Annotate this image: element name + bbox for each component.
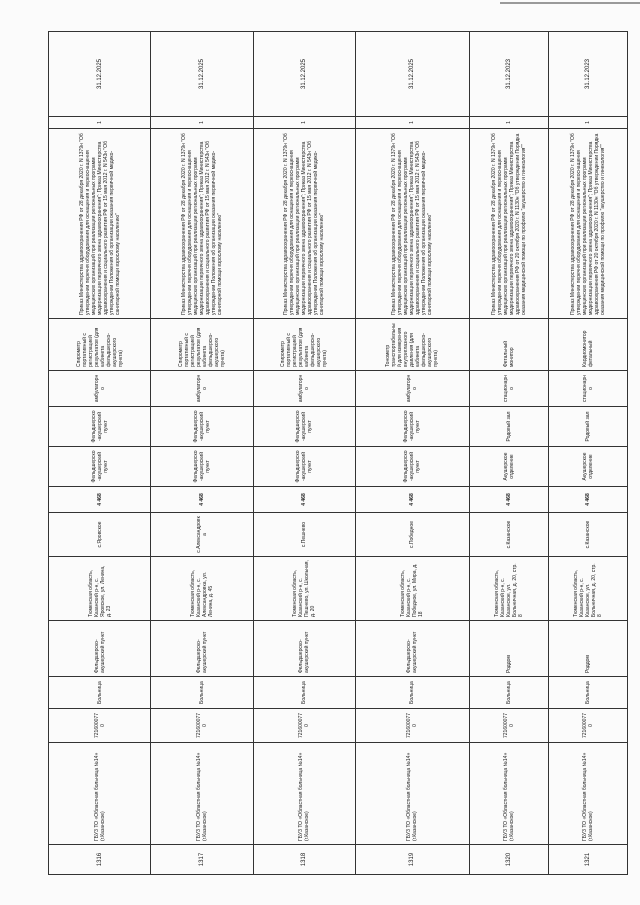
deadline-cell: 31.12.2023 (548, 32, 627, 117)
org-type-cell: Больница (49, 677, 151, 709)
address-cell: Тюменская область, Казанский р-н, с. Пешнево, ул. Школьная, д. 20 (253, 557, 355, 621)
inn-cell: 7216000770 (355, 709, 469, 743)
quantity-cell: 1 (253, 117, 355, 129)
equipment-cell: Тонометр транспортабельный для измерения внутриглазного давления (для кабинета фельдшерско-акушерского пункта) (355, 319, 469, 371)
unit-cell: Фельдшерско-акушерский пункт (253, 621, 355, 677)
inn-cell: 7216000770 (469, 709, 548, 743)
deadline-cell: 31.12.2023 (469, 32, 548, 117)
row-number: 1318 (253, 845, 355, 875)
unit-cell: Фельдшерско-акушерский пункт (151, 621, 253, 677)
quantity-cell: 1 (469, 117, 548, 129)
equipment-table (48, 31, 628, 875)
row-number: 1321 (548, 845, 627, 875)
row-number: 1316 (49, 845, 151, 875)
table-row (548, 32, 627, 875)
address-cell: Тюменская область, Казанский р-н, с. Яровское, ул. Ленина, д. 23 (49, 557, 151, 621)
regulation-cell: Приказ Министерства здравоохранения РФ от 28 декабря 2020 г. N 1379н "Об утверждении перечня оборудования для оснащения и переоснащения медицинских организаций при реализации региональных программ модернизации первичного звена здравоохранения"; Приказ Министерства здравоохранения и социального развития РФ от 15 мая 2012 г. N 543н "Об утверждении Положения об организации оказания первичной медико-санитарной помощи взрослому населению" (49, 129, 151, 319)
department-cell: Фельдшерско-акушерский пункт (253, 447, 355, 487)
room-cell: Родовый зал (469, 407, 548, 447)
care-condition-cell: стационарно (469, 371, 548, 407)
department-cell: Акушерское отделение (548, 447, 627, 487)
room-cell: Фельдшерско-акушерский пункт (151, 407, 253, 447)
care-condition-cell: амбулаторно (151, 371, 253, 407)
unit-cell: Роддом (548, 621, 627, 677)
population-cell: 4 468 (49, 487, 151, 513)
equipment-cell: Спирометр портативный с регистрацией результатов (для кабинета фельдшерско-акушерского пункта) (49, 319, 151, 371)
equipment-cell: Кардиомонитор фетальный (548, 319, 627, 371)
population-cell: 4 468 (469, 487, 548, 513)
care-condition-cell: амбулаторно (253, 371, 355, 407)
address-cell: Тюменская область, Казанский р-н, с. Победное, ул. Мира, д. 18 (355, 557, 469, 621)
room-cell: Фельдшерско-акушерский пункт (49, 407, 151, 447)
population-cell: 4 468 (355, 487, 469, 513)
org-type-cell: Больница (548, 677, 627, 709)
inn-cell: 7216000770 (151, 709, 253, 743)
deadline-cell: 31.12.2025 (151, 32, 253, 117)
population-cell: 4 468 (548, 487, 627, 513)
inn-cell: 7216000770 (49, 709, 151, 743)
locality-cell: с.Казанское (548, 513, 627, 557)
regulation-cell: Приказ Министерства здравоохранения РФ от 28 декабря 2020 г. N 1379н "Об утверждении перечня оборудования для оснащения и переоснащения медицинских организаций при реализации региональных программ модернизации первичного звена здравоохранения"; Приказ Министерства здравоохранения РФ от 20 октября 2020 г. N 1130н "Об утверждении Порядка оказания медицинской помощи по профилю "акушерство и гинекология"" (469, 129, 548, 319)
org-type-cell: Больница (151, 677, 253, 709)
equipment-cell: Спирометр портативный с регистрацией результатов (для кабинета фельдшерско-акушерского пункта) (253, 319, 355, 371)
org-type-cell: Больница (469, 677, 548, 709)
row-number: 1317 (151, 845, 253, 875)
organization-cell: ГБУЗ ТО «Областная больница №14» (г.Казанское) (151, 743, 253, 845)
inn-cell: 7216000770 (548, 709, 627, 743)
address-cell: Тюменская область, Казанский р-н, с. Александровка, ул. Ленина, д. 45 (151, 557, 253, 621)
department-cell: Фельдшерско-акушерский пункт (151, 447, 253, 487)
room-cell: Фельдшерско-акушерский пункт (253, 407, 355, 447)
care-condition-cell: амбулаторно (355, 371, 469, 407)
unit-cell: Роддом (469, 621, 548, 677)
inn-cell: 7216000770 (253, 709, 355, 743)
regulation-cell: Приказ Министерства здравоохранения РФ от 28 декабря 2020 г. N 1379н "Об утверждении перечня оборудования для оснащения и переоснащения медицинских организаций при реализации региональных программ модернизации первичного звена здравоохранения"; Приказ Министерства здравоохранения и социального развития РФ от 15 мая 2012 г. N 543н "Об утверждении Положения об организации оказания первичной медико-санитарной помощи взрослому населению" (151, 129, 253, 319)
table-row (253, 32, 355, 875)
address-cell: Тюменская область, Казанский р-н, с. Казанское, ул. Больничная, д. 20, стр. 8 (469, 557, 548, 621)
population-cell: 4 468 (253, 487, 355, 513)
department-cell: Фельдшерско-акушерский пункт (355, 447, 469, 487)
quantity-cell: 1 (548, 117, 627, 129)
table-row (151, 32, 253, 875)
locality-cell: с.Казанское (469, 513, 548, 557)
locality-cell: с.Победное (355, 513, 469, 557)
population-cell: 4 468 (151, 487, 253, 513)
equipment-cell: Спирометр портативный с регистрацией результатов (для кабинета фельдшерско-акушерского пункта) (151, 319, 253, 371)
deadline-cell: 31.12.2025 (49, 32, 151, 117)
room-cell: Фельдшерско-акушерский пункт (355, 407, 469, 447)
table-row (49, 32, 151, 875)
deadline-cell: 31.12.2025 (253, 32, 355, 117)
address-cell: Тюменская область, Казанский р-н, с. Казанское, ул. Больничная, д. 20, стр. 8 (548, 557, 627, 621)
quantity-cell: 1 (49, 117, 151, 129)
room-cell: Родовый зал (548, 407, 627, 447)
org-type-cell: Больница (355, 677, 469, 709)
quantity-cell: 1 (355, 117, 469, 129)
unit-cell: Фельдшерско-акушерский пункт (355, 621, 469, 677)
department-cell: Фельдшерско-акушерский пункт (49, 447, 151, 487)
unit-cell: Фельдшерско-акушерский пункт (49, 621, 151, 677)
org-type-cell: Больница (253, 677, 355, 709)
locality-cell: с.Пешнево (253, 513, 355, 557)
organization-cell: ГБУЗ ТО «Областная больница №14» (г.Казанское) (253, 743, 355, 845)
care-condition-cell: амбулаторно (49, 371, 151, 407)
row-number: 1320 (469, 845, 548, 875)
organization-cell: ГБУЗ ТО «Областная больница №14» (г.Казанское) (49, 743, 151, 845)
regulation-cell: Приказ Министерства здравоохранения РФ от 28 декабря 2020 г. N 1379н "Об утверждении перечня оборудования для оснащения и переоснащения медицинских организаций при реализации региональных программ модернизации первичного звена здравоохранения"; Приказ Министерства здравоохранения и социального развития РФ от 15 мая 2012 г. N 543н "Об утверждении Положения об организации оказания первичной медико-санитарной помощи взрослому населению" (253, 129, 355, 319)
table-row (355, 32, 469, 875)
organization-cell: ГБУЗ ТО «Областная больница №14» (г.Казанское) (548, 743, 627, 845)
care-condition-cell: стационарно (548, 371, 627, 407)
deadline-cell: 31.12.2025 (355, 32, 469, 117)
equipment-cell: Фетальный монитор (469, 319, 548, 371)
department-cell: Акушерское отделение (469, 447, 548, 487)
table-body (49, 32, 628, 875)
table-row (469, 32, 548, 875)
locality-cell: с.Яровское (49, 513, 151, 557)
regulation-cell: Приказ Министерства здравоохранения РФ от 28 декабря 2020 г. N 1379н "Об утверждении перечня оборудования для оснащения и переоснащения медицинских организаций при реализации региональных программ модернизации первичного звена здравоохранения"; Приказ Министерства здравоохранения РФ от 20 октября 2020 г. N 1130н "Об утверждении Порядка оказания медицинской помощи по профилю "акушерство и гинекология"" (548, 129, 627, 319)
row-number: 1319 (355, 845, 469, 875)
scan-edge-mark (500, 2, 640, 4)
locality-cell: с.Александровка (151, 513, 253, 557)
quantity-cell: 1 (151, 117, 253, 129)
organization-cell: ГБУЗ ТО «Областная больница №14» (г.Казанское) (355, 743, 469, 845)
rotated-table-container (48, 32, 628, 875)
regulation-cell: Приказ Министерства здравоохранения РФ от 28 декабря 2020 г. N 1379н "Об утверждении перечня оборудования для оснащения и переоснащения медицинских организаций при реализации региональных программ модернизации первичного звена здравоохранения"; Приказ Министерства здравоохранения и социального развития РФ от 15 мая 2012 г. N 543н "Об утверждении Положения об организации оказания первичной медико-санитарной помощи взрослому населению" (355, 129, 469, 319)
organization-cell: ГБУЗ ТО «Областная больница №14» (г.Казанское) (469, 743, 548, 845)
